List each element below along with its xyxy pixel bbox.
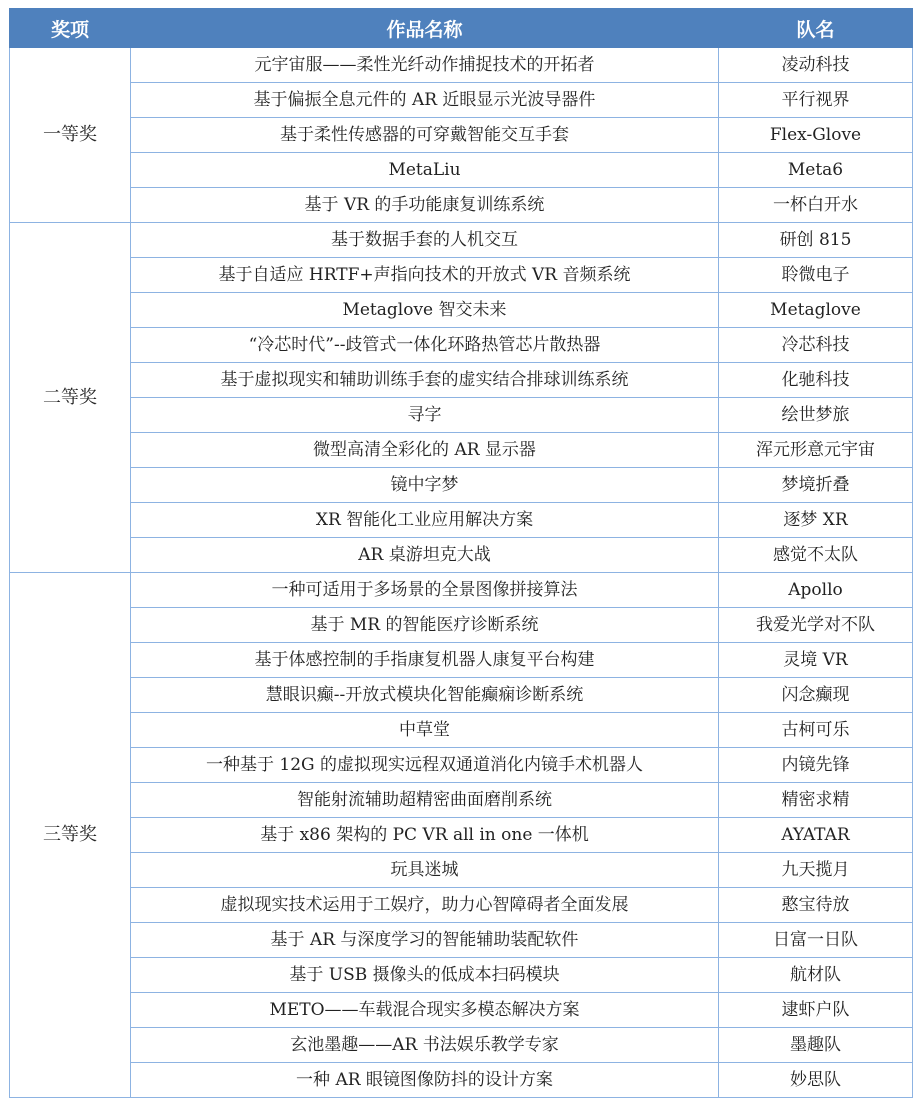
work-name-cell: 中草堂 bbox=[131, 713, 719, 748]
table-row bbox=[10, 678, 913, 713]
awards-table-container bbox=[9, 8, 913, 1098]
work-name-cell: “冷芯时代”--歧管式一体化环路热管芯片散热器 bbox=[131, 328, 719, 363]
team-name-cell: 我爱光学对不队 bbox=[719, 608, 913, 643]
table-row bbox=[10, 328, 913, 363]
table-row bbox=[10, 503, 913, 538]
team-name-cell: 憨宝待放 bbox=[719, 888, 913, 923]
work-name-cell: 微型高清全彩化的 AR 显示器 bbox=[131, 433, 719, 468]
team-name-cell: 一杯白开水 bbox=[719, 188, 913, 223]
work-name-cell: XR 智能化工业应用解决方案 bbox=[131, 503, 719, 538]
header-award: 奖项 bbox=[10, 9, 131, 48]
work-name-cell: 基于数据手套的人机交互 bbox=[131, 223, 719, 258]
table-row bbox=[10, 993, 913, 1028]
table-row bbox=[10, 1028, 913, 1063]
table-row bbox=[10, 538, 913, 573]
work-name-cell: 镜中字梦 bbox=[131, 468, 719, 503]
table-row bbox=[10, 293, 913, 328]
table-row bbox=[10, 118, 913, 153]
team-name-cell: Meta6 bbox=[719, 153, 913, 188]
table-row bbox=[10, 223, 913, 258]
table-row bbox=[10, 258, 913, 293]
team-name-cell: 绘世梦旅 bbox=[719, 398, 913, 433]
table-header bbox=[10, 9, 913, 48]
team-name-cell: 化驰科技 bbox=[719, 363, 913, 398]
table-row bbox=[10, 888, 913, 923]
work-name-cell: 基于 AR 与深度学习的智能辅助装配软件 bbox=[131, 923, 719, 958]
team-name-cell: 聆微电子 bbox=[719, 258, 913, 293]
team-name-cell: 平行视界 bbox=[719, 83, 913, 118]
work-name-cell: 玄池墨趣——AR 书法娱乐教学专家 bbox=[131, 1028, 719, 1063]
table-row bbox=[10, 398, 913, 433]
award-level-cell: 一等奖 bbox=[10, 48, 131, 223]
work-name-cell: 元宇宙服——柔性光纤动作捕捉技术的开拓者 bbox=[131, 48, 719, 83]
team-name-cell: 日富一日队 bbox=[719, 923, 913, 958]
table-row bbox=[10, 783, 913, 818]
work-name-cell: 一种 AR 眼镜图像防抖的设计方案 bbox=[131, 1063, 719, 1098]
table-row bbox=[10, 573, 913, 608]
team-name-cell: 凌动科技 bbox=[719, 48, 913, 83]
team-name-cell: Flex-Glove bbox=[719, 118, 913, 153]
team-name-cell: 逐梦 XR bbox=[719, 503, 913, 538]
work-name-cell: 基于 MR 的智能医疗诊断系统 bbox=[131, 608, 719, 643]
team-name-cell: 航材队 bbox=[719, 958, 913, 993]
header-team-name: 队名 bbox=[719, 9, 913, 48]
team-name-cell: Metaglove bbox=[719, 293, 913, 328]
work-name-cell: 寻字 bbox=[131, 398, 719, 433]
table-row bbox=[10, 83, 913, 118]
team-name-cell: 闪念癫现 bbox=[719, 678, 913, 713]
table-row bbox=[10, 363, 913, 398]
work-name-cell: 虚拟现实技术运用于工娱疗，助力心智障碍者全面发展 bbox=[131, 888, 719, 923]
award-level-cell: 二等奖 bbox=[10, 223, 131, 573]
team-name-cell: 精密求精 bbox=[719, 783, 913, 818]
header-work-name: 作品名称 bbox=[131, 9, 719, 48]
team-name-cell: 逮虾户队 bbox=[719, 993, 913, 1028]
table-row bbox=[10, 153, 913, 188]
table-row bbox=[10, 188, 913, 223]
table-row bbox=[10, 713, 913, 748]
table-row bbox=[10, 433, 913, 468]
work-name-cell: Metaglove 智交未来 bbox=[131, 293, 719, 328]
work-name-cell: MetaLiu bbox=[131, 153, 719, 188]
header-row bbox=[10, 9, 913, 48]
work-name-cell: 基于虚拟现实和辅助训练手套的虚实结合排球训练系统 bbox=[131, 363, 719, 398]
team-name-cell: 感觉不太队 bbox=[719, 538, 913, 573]
table-row bbox=[10, 468, 913, 503]
work-name-cell: 基于 x86 架构的 PC VR all in one 一体机 bbox=[131, 818, 719, 853]
team-name-cell: 浑元形意元宇宙 bbox=[719, 433, 913, 468]
work-name-cell: 一种可适用于多场景的全景图像拼接算法 bbox=[131, 573, 719, 608]
table-row bbox=[10, 748, 913, 783]
table-row bbox=[10, 1063, 913, 1098]
work-name-cell: 基于体感控制的手指康复机器人康复平台构建 bbox=[131, 643, 719, 678]
table-row bbox=[10, 608, 913, 643]
table-row bbox=[10, 958, 913, 993]
table-row bbox=[10, 48, 913, 83]
table-row bbox=[10, 818, 913, 853]
awards-table bbox=[9, 8, 913, 1098]
team-name-cell: 灵境 VR bbox=[719, 643, 913, 678]
table-row bbox=[10, 643, 913, 678]
work-name-cell: METO——车载混合现实多模态解决方案 bbox=[131, 993, 719, 1028]
work-name-cell: 玩具迷城 bbox=[131, 853, 719, 888]
table-body bbox=[10, 48, 913, 1098]
team-name-cell: 墨趣队 bbox=[719, 1028, 913, 1063]
team-name-cell: 梦境折叠 bbox=[719, 468, 913, 503]
work-name-cell: 基于 VR 的手功能康复训练系统 bbox=[131, 188, 719, 223]
work-name-cell: 基于自适应 HRTF+声指向技术的开放式 VR 音频系统 bbox=[131, 258, 719, 293]
team-name-cell: AYATAR bbox=[719, 818, 913, 853]
work-name-cell: AR 桌游坦克大战 bbox=[131, 538, 719, 573]
work-name-cell: 一种基于 12G 的虚拟现实远程双通道消化内镜手术机器人 bbox=[131, 748, 719, 783]
table-row bbox=[10, 853, 913, 888]
work-name-cell: 慧眼识癫--开放式模块化智能癫痫诊断系统 bbox=[131, 678, 719, 713]
table-row bbox=[10, 923, 913, 958]
work-name-cell: 智能射流辅助超精密曲面磨削系统 bbox=[131, 783, 719, 818]
team-name-cell: 研创 815 bbox=[719, 223, 913, 258]
team-name-cell: 九天揽月 bbox=[719, 853, 913, 888]
team-name-cell: 妙思队 bbox=[719, 1063, 913, 1098]
team-name-cell: 古柯可乐 bbox=[719, 713, 913, 748]
team-name-cell: 内镜先锋 bbox=[719, 748, 913, 783]
team-name-cell: 冷芯科技 bbox=[719, 328, 913, 363]
work-name-cell: 基于 USB 摄像头的低成本扫码模块 bbox=[131, 958, 719, 993]
team-name-cell: Apollo bbox=[719, 573, 913, 608]
award-level-cell: 三等奖 bbox=[10, 573, 131, 1098]
work-name-cell: 基于偏振全息元件的 AR 近眼显示光波导器件 bbox=[131, 83, 719, 118]
work-name-cell: 基于柔性传感器的可穿戴智能交互手套 bbox=[131, 118, 719, 153]
